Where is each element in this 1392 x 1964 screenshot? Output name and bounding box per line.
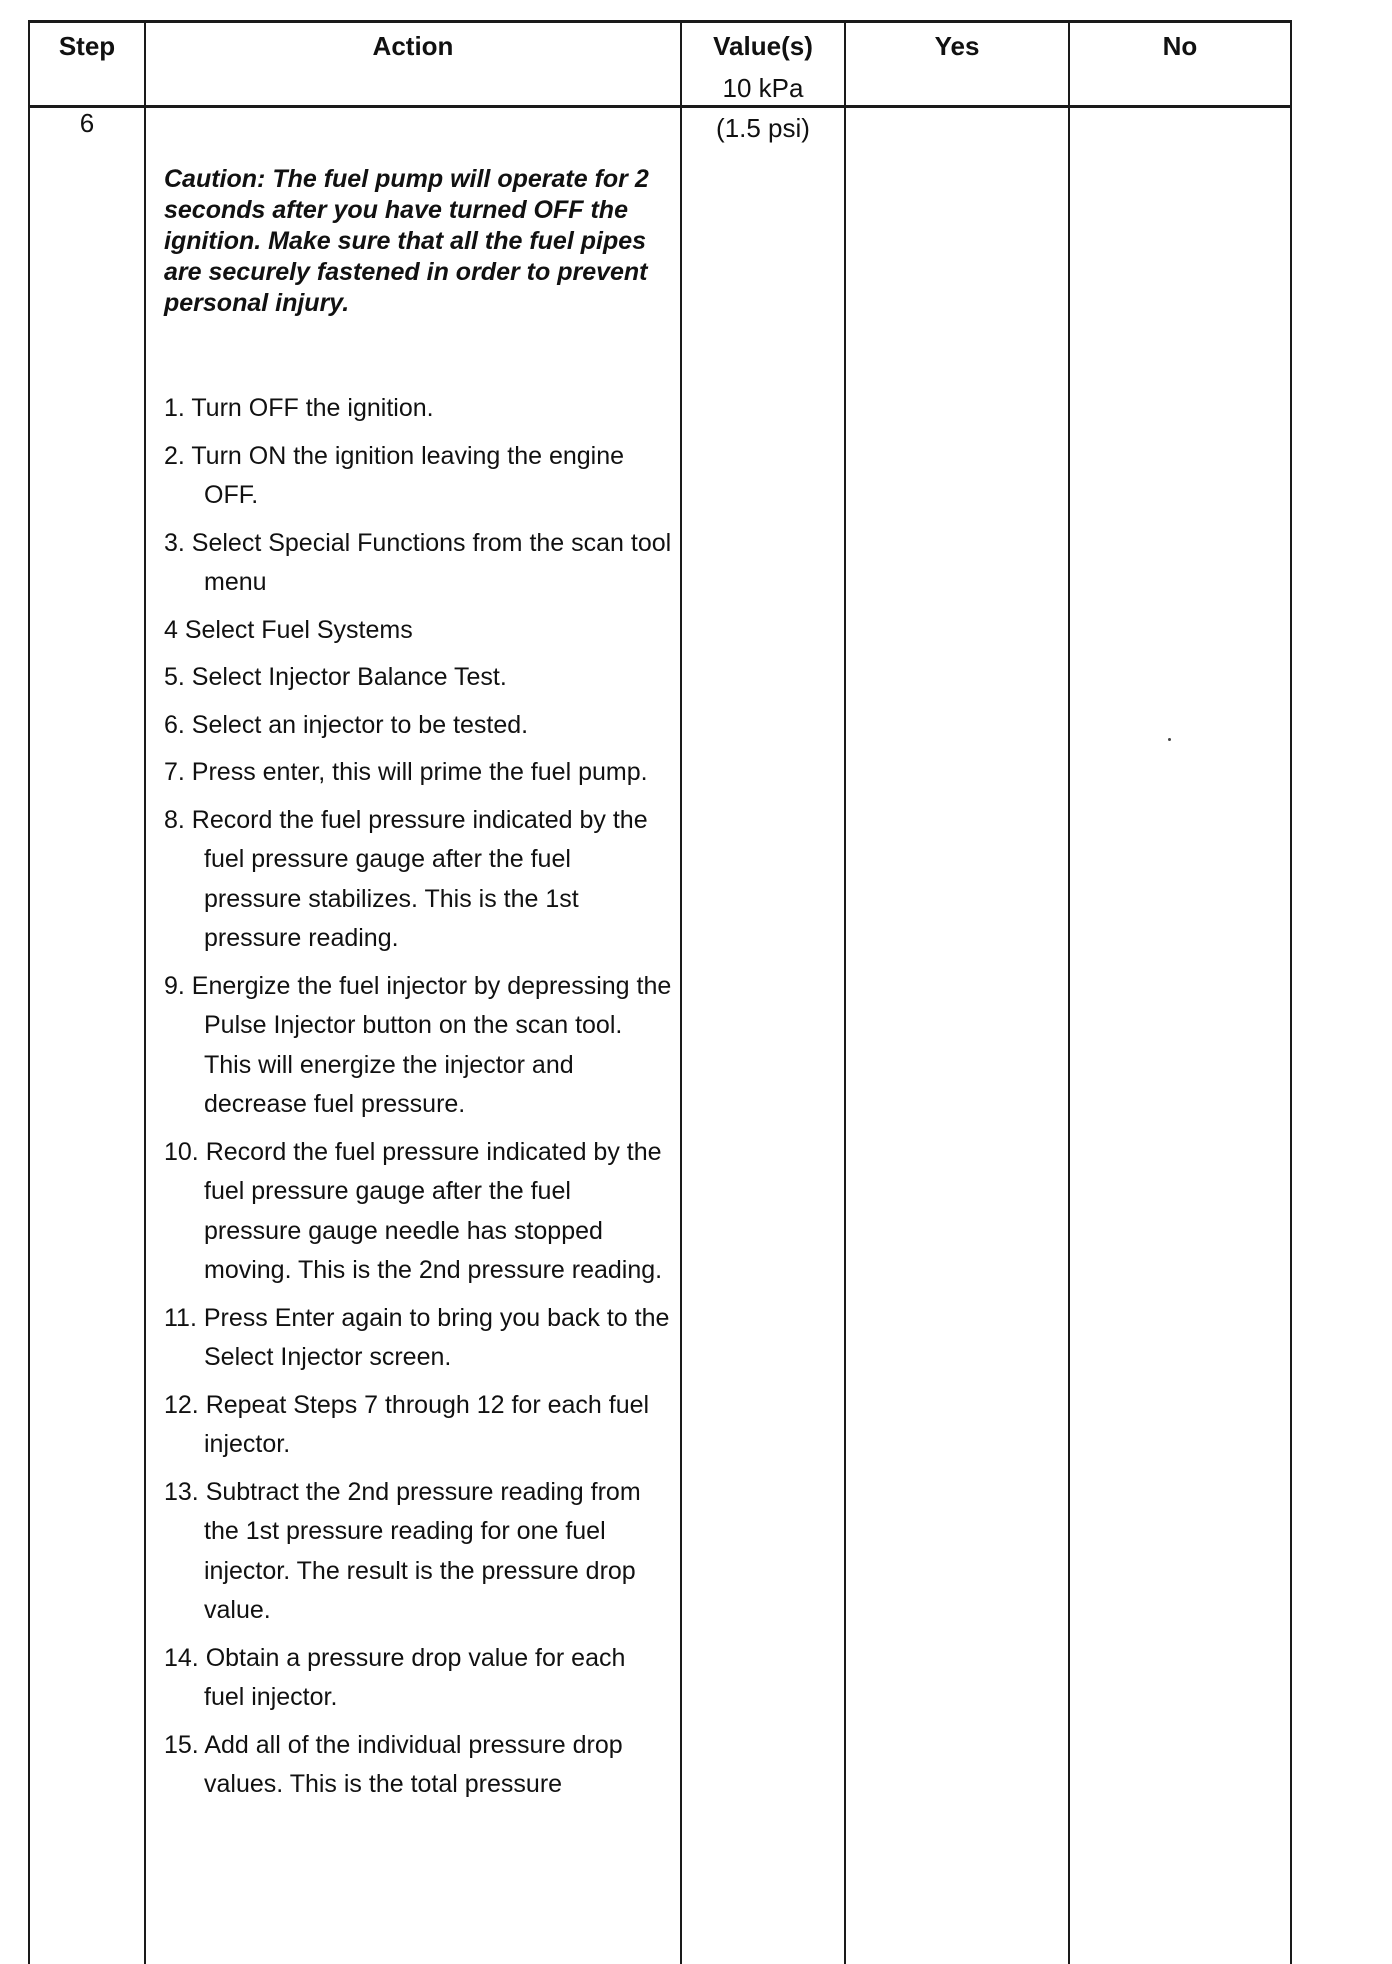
list-item: 12. Repeat Steps 7 through 12 for each fuel injector.	[164, 1386, 672, 1465]
list-item: 11. Press Enter again to bring you back to the Select Injector screen.	[164, 1299, 672, 1378]
list-item: 6. Select an injector to be tested.	[164, 706, 672, 746]
step-number: 6	[80, 108, 94, 139]
action-steps-list	[164, 389, 672, 1805]
list-item: 3. Select Special Functions from the scan tool menu	[164, 524, 672, 603]
list-item: 10. Record the fuel pressure indicated by the fuel pressure gauge after the fuel pressure gauge needle has stopped moving. This is the 2nd pressure reading.	[164, 1133, 672, 1291]
value-kpa: 10 kPa	[723, 73, 804, 103]
value-cell	[681, 107, 845, 1964]
header-yes: Yes	[845, 22, 1069, 107]
action-cell	[145, 107, 681, 1964]
yes-cell	[845, 107, 1069, 1964]
list-item: 15. Add all of the individual pressure drop values. This is the total pressure	[164, 1726, 672, 1805]
caution-note: Caution: The fuel pump will operate for 2 seconds after you have turned OFF the ignition. Make sure that all the fuel pipes are securely fastened in order to prevent personal injury.	[164, 164, 674, 319]
list-item: 4 Select Fuel Systems	[164, 611, 672, 651]
list-item: 13. Subtract the 2nd pressure reading from the 1st pressure reading for one fuel injector. The result is the pressure drop value.	[164, 1473, 672, 1631]
list-item: 9. Energize the fuel injector by depressing the Pulse Injector button on the scan tool. This will energize the injector and decrease fuel pressure.	[164, 967, 672, 1125]
list-item: 14. Obtain a pressure drop value for each fuel injector.	[164, 1639, 672, 1718]
header-step: Step	[29, 22, 145, 107]
no-cell	[1069, 107, 1291, 1964]
list-item: 8. Record the fuel pressure indicated by the fuel pressure gauge after the fuel pressure stabilizes. This is the 1st pressure reading.	[164, 801, 672, 959]
diagnostic-table	[28, 20, 1292, 1964]
value-psi: (1.5 psi)	[716, 113, 810, 143]
step-number-cell	[29, 107, 145, 1964]
list-item: 7. Press enter, this will prime the fuel pump.	[164, 753, 672, 793]
list-item: 2. Turn ON the ignition leaving the engine OFF.	[164, 437, 672, 516]
table-header-row	[29, 22, 1291, 107]
list-item: 5. Select Injector Balance Test.	[164, 658, 672, 698]
header-values: Value(s)	[681, 22, 845, 107]
list-item: 1. Turn OFF the ignition.	[164, 389, 672, 429]
scan-speck	[1168, 738, 1171, 741]
header-action: Action	[145, 22, 681, 107]
table-row	[29, 107, 1291, 1964]
header-no: No	[1069, 22, 1291, 107]
